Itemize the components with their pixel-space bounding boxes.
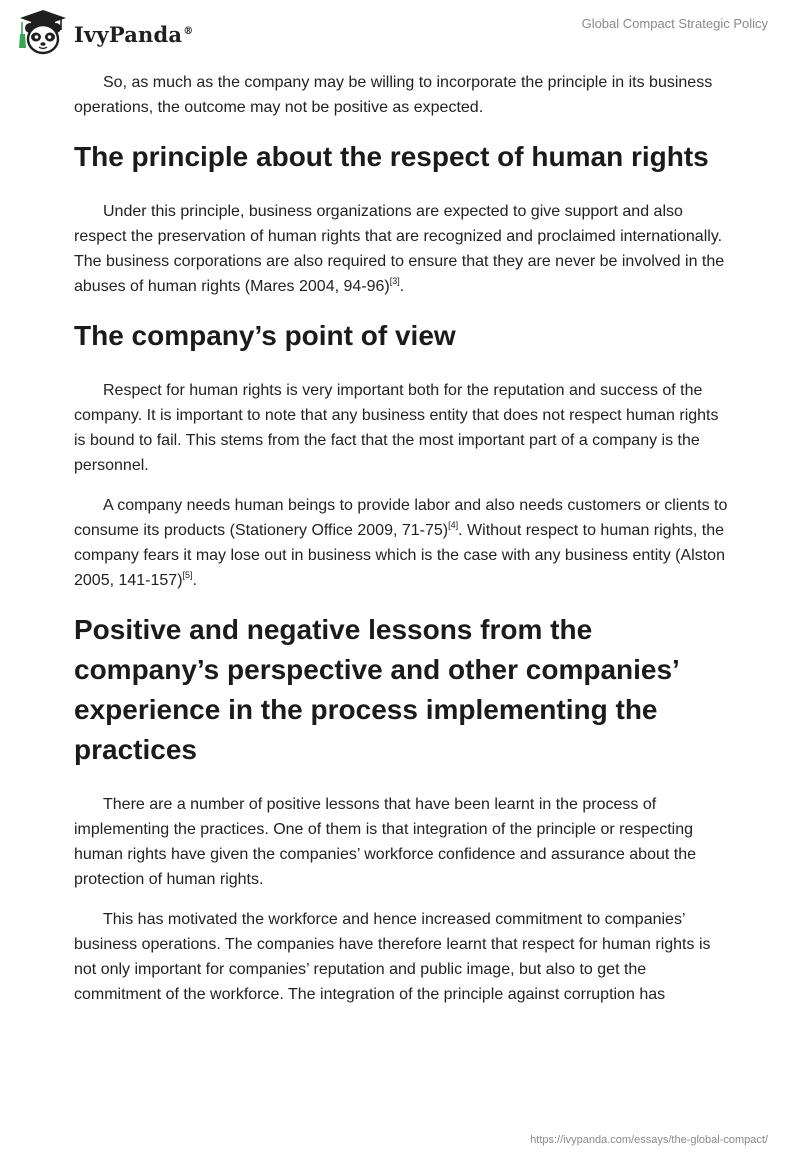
footnote-ref[interactable]: [3] xyxy=(389,276,400,286)
section-heading: Positive and negative lessons from the company’s perspective and other companies’ experience in the process implementing the practices xyxy=(74,614,679,765)
source-url[interactable]: https://ivypanda.com/essays/the-global-compact/ xyxy=(530,1134,768,1146)
paragraph xyxy=(74,199,734,299)
registered-mark: ® xyxy=(183,25,194,37)
running-title: Global Compact Strategic Policy xyxy=(581,16,768,31)
footnote-ref[interactable]: [5] xyxy=(182,570,193,580)
paragraph: There are a number of positive lessons that have been learnt in the process of implementing the practices. One of them is that integration of the principle or respecting human rights have given the companies’ workforce confidence and assurance about the protection of human rights. xyxy=(74,796,697,888)
page-header xyxy=(16,8,768,58)
footnote-ref[interactable]: [4] xyxy=(448,520,459,530)
paragraph-end: . xyxy=(399,278,405,295)
paragraph-text: A company needs human beings to provide labor and also needs customers or clients to consume its products (Stationery Office 2009, 71-75) xyxy=(74,497,728,539)
paragraph: This has motivated the workforce and hence increased commitment to companies’ business operations. The companies have therefore learnt that respect for human rights is not only important for companies’ reputation and public image, but also to get the commitment of the workforce. The integration of the principle against corruption has xyxy=(74,911,711,1003)
ivypanda-logo[interactable] xyxy=(16,8,193,56)
panda-graduate-icon xyxy=(16,8,70,56)
paragraph-text: . Without respect to human rights, the company fears it may lose out in business which is the case with any business entity (Alston 2005, 141-157) xyxy=(74,522,725,589)
paragraph-text: Under this principle, business organizations are expected to give support and also respect the preservation of human rights that are recognized and proclaimed internationally. The business corporations are also required to ensure that they are never be involved in the abuses of human rights (Mares 2004, 94-96) xyxy=(74,203,725,295)
section-heading: The company’s point of view xyxy=(74,320,456,351)
brand-name: IvyPanda® xyxy=(74,21,194,47)
paragraph: So, as much as the company may be willing to incorporate the principle in its business operations, the outcome may not be positive as expected. xyxy=(74,74,713,116)
paragraph xyxy=(74,493,734,593)
section-heading: The principle about the respect of human rights xyxy=(74,141,709,172)
paragraph-end: . xyxy=(192,572,197,589)
essay-body xyxy=(74,70,734,1022)
paragraph: Respect for human rights is very important both for the reputation and success of the company. It is important to note that any business entity that does not respect human rights is bound to fail. This stems from the fact that the most important part of a company is the personnel. xyxy=(74,382,719,474)
